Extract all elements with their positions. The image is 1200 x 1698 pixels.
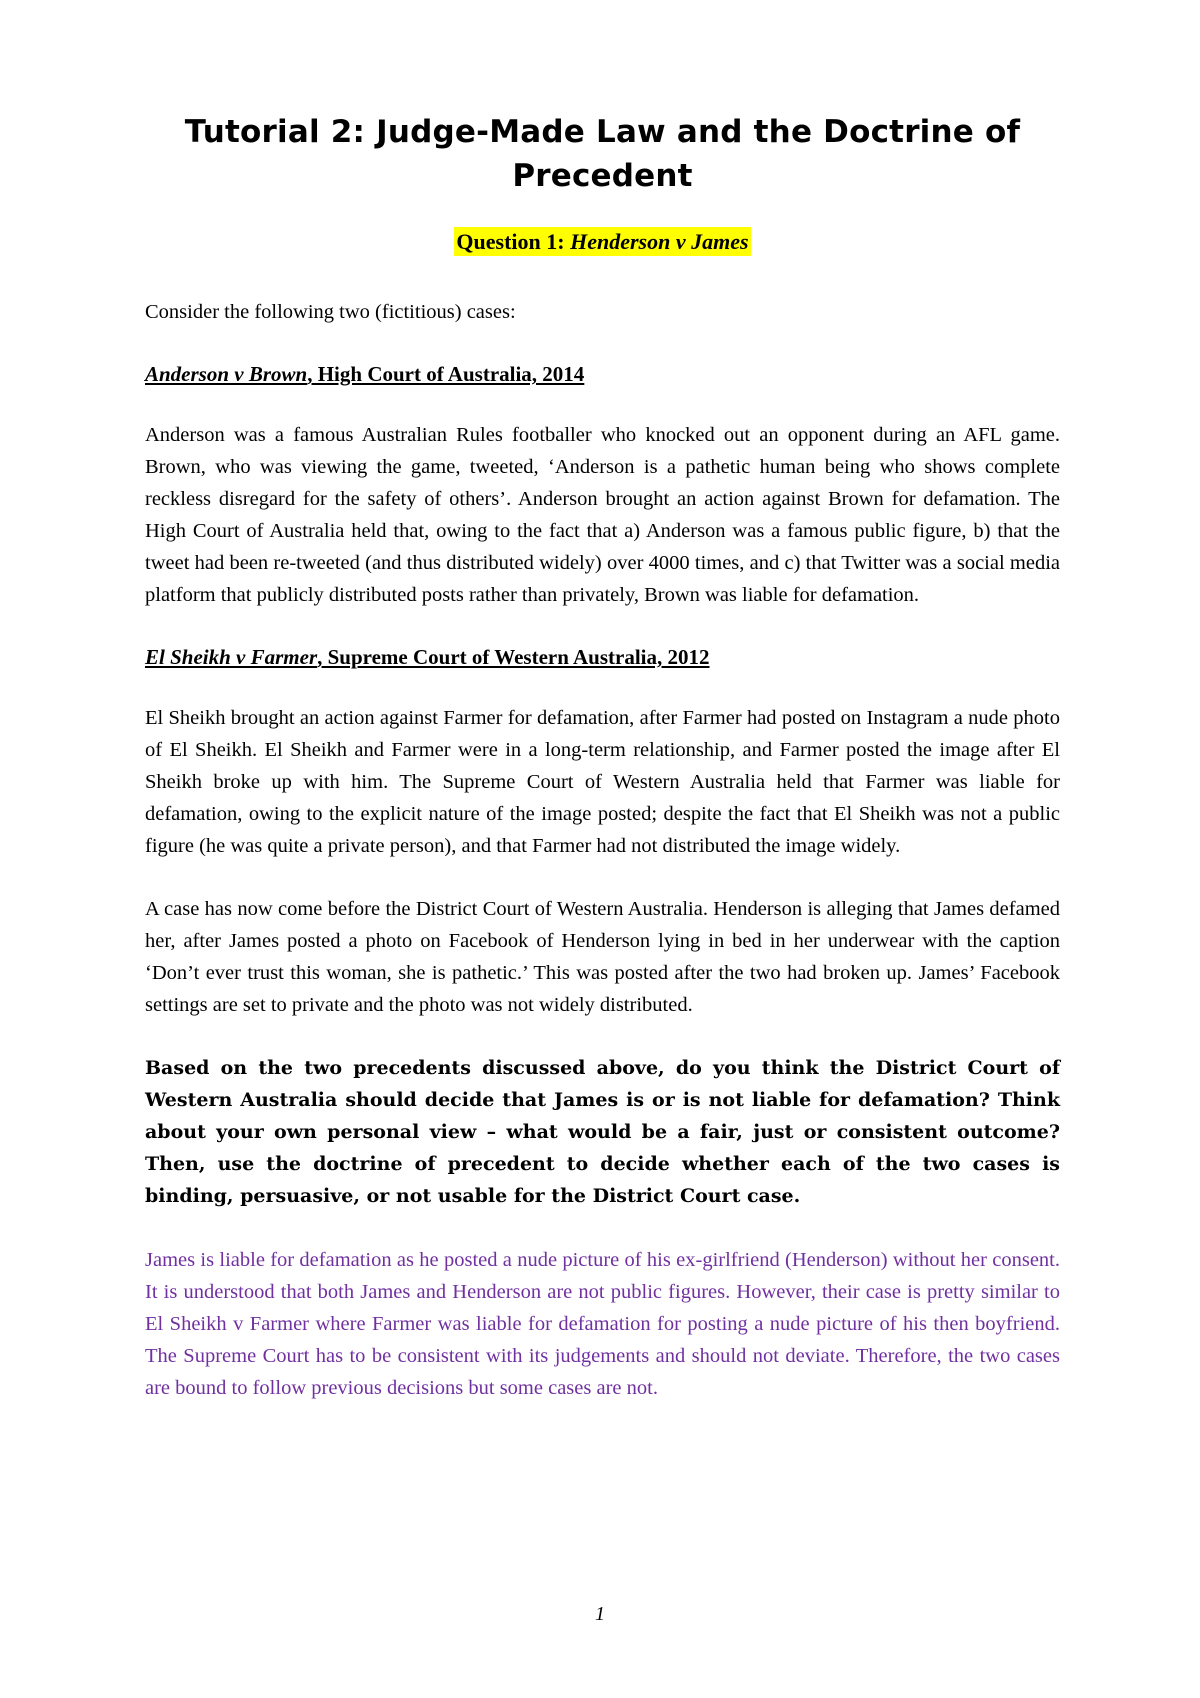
case-court: , Supreme Court of Western Australia, 2012 bbox=[317, 645, 710, 669]
case-court: , High Court of Australia, 2014 bbox=[307, 362, 585, 386]
case-name: El Sheikh v Farmer bbox=[145, 645, 318, 669]
question-case-name: Henderson v James bbox=[570, 229, 749, 254]
case-name: Anderson v Brown bbox=[145, 362, 308, 386]
page-number: 1 bbox=[595, 1603, 605, 1625]
current-case-text: A case has now come before the District Court of Western Australia. Henderson is alleging that James defamed her, after James posted a photo on Facebook of Henderson lying in bed in her underwear with the caption ‘Don’t ever trust this woman, she is pathetic.’ This was posted after the two had broken up. James’ Facebook settings are set to private and the photo was not widely distributed. bbox=[145, 898, 1060, 1016]
answer-text: James is liable for defamation as he posted a nude picture of his ex-girlfriend (Henderson) without her consent. It is understood that both James and Henderson are not public figures. However, their case is pretty similar to El Sheikh v Farmer where Farmer was liable for defamation for posting a nude picture of his then boyfriend. The Supreme Court has to be consistent with its judgements and should not deviate. Therefore, the two cases are bound to follow previous decisions but some cases are not. bbox=[145, 1249, 1060, 1399]
question-text: Based on the two precedents discussed above, do you think the District Court of Western Australia should decide that James is or is not liable for defamation? Think about your own personal view – what would be a fair, just or consistent outcome? Then, use the doctrine of precedent to decide whether each of the two cases is binding, persuasive, or not usable for the District Court case. bbox=[145, 1057, 1060, 1207]
case-summary-el-sheikh: El Sheikh brought an action against Farmer for defamation, after Farmer had posted on Instagram a nude photo of El Sheikh. El Sheikh and Farmer were in a long-term relationship, and Farmer posted the image after El Sheikh broke up with him. The Supreme Court of Western Australia held that Farmer was liable for defamation, owing to the explicit nature of the image posted; despite the fact that El Sheikh was not a public figure (he was quite a private person), and that Farmer had not distributed the image widely. bbox=[145, 707, 1060, 857]
case-heading-anderson bbox=[145, 359, 1060, 389]
question-prefix: Question 1: bbox=[456, 229, 571, 254]
case-heading-el-sheikh bbox=[145, 642, 1060, 672]
intro-text: Consider the following two (fictitious) cases: bbox=[145, 301, 516, 323]
question-heading bbox=[145, 228, 1060, 256]
case-summary-anderson: Anderson was a famous Australian Rules footballer who knocked out an opponent during an AFL game. Brown, who was viewing the game, tweeted, ‘Anderson is a pathetic human being who shows complete reckless disregard for the safety of others’. Anderson brought an action against Brown for defamation. The High Court of Australia held that, owing to the fact that a) Anderson was a famous public figure, b) that the tweet had been re-tweeted (and thus distributed widely) over 4000 times, and c) that Twitter was a social media platform that publicly distributed posts rather than privately, Brown was liable for defamation. bbox=[145, 424, 1060, 606]
question-highlight bbox=[454, 227, 750, 256]
document-title: Tutorial 2: Judge-Made Law and the Doctrine of Precedent bbox=[184, 114, 1021, 194]
document-body bbox=[145, 110, 1060, 1404]
